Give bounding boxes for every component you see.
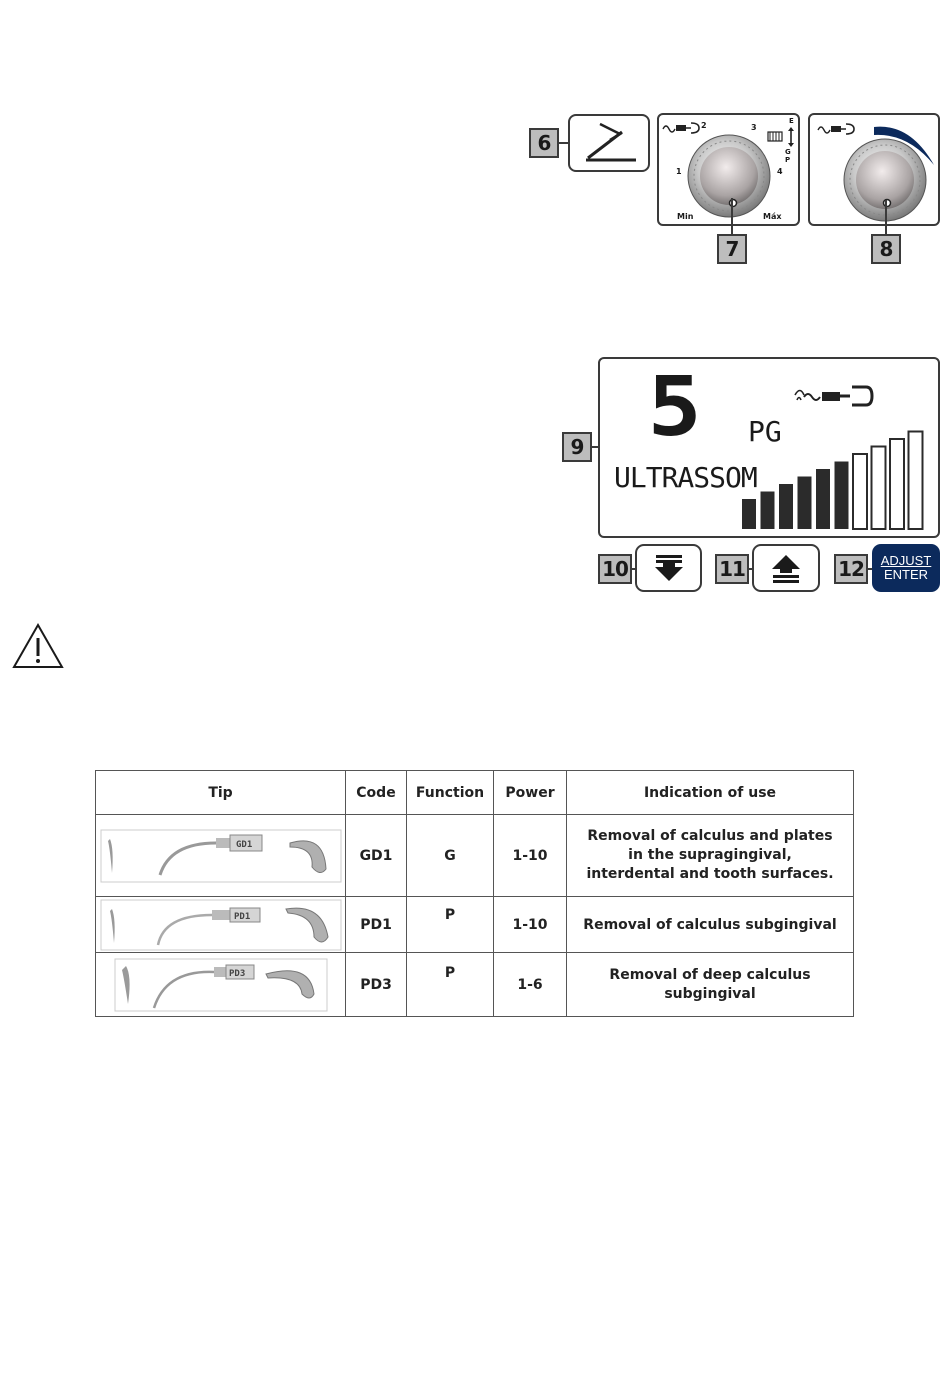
- indication-cell: Removal of calculus and plates in the supragingival, interdental and tooth surfaces.: [567, 815, 854, 897]
- callout-11: 11: [715, 554, 749, 584]
- callout-leader: [731, 198, 733, 234]
- column-header-function: Function: [407, 771, 494, 815]
- code-cell: PD1: [346, 897, 407, 953]
- callout-6: 6: [529, 128, 559, 158]
- tip-pd3-image: [114, 958, 328, 1012]
- function-cell: P: [407, 953, 494, 1017]
- power-cell: 1-10: [494, 815, 567, 897]
- up-button[interactable]: [752, 544, 820, 592]
- column-header-power: Power: [494, 771, 567, 815]
- tip-image-cell: [96, 815, 346, 897]
- ultrasonic-handpiece-icon: [794, 381, 876, 411]
- tip-image-cell: [96, 953, 346, 1017]
- callout-12: 12: [834, 554, 868, 584]
- arrow-down-icon: [652, 553, 686, 583]
- dial-mark-4: 4: [777, 167, 783, 176]
- tips-table: [95, 770, 854, 1017]
- svg-text:GD1: GD1: [235, 839, 252, 850]
- level-bar-empty: [872, 447, 886, 530]
- level-bar-empty: [853, 454, 867, 529]
- dial-mark-2: 2: [701, 121, 707, 130]
- callout-7: 7: [717, 234, 747, 264]
- code-cell: PD3: [346, 953, 407, 1017]
- level-bar-filled: [742, 499, 756, 529]
- svg-text:PD1: PD1: [233, 911, 250, 922]
- down-button[interactable]: [635, 544, 702, 592]
- arrow-up-icon: [769, 553, 803, 583]
- level-bar-filled: [816, 469, 830, 529]
- level-bar-empty: [909, 432, 923, 530]
- foot-pedal-icon: [570, 116, 648, 170]
- mode-e-label: E: [789, 117, 794, 125]
- foot-pedal-panel: [568, 114, 650, 172]
- dial-max-label: Máx: [763, 212, 782, 221]
- power-cell: 1-6: [494, 953, 567, 1017]
- irrigation-dial-panel: [808, 113, 940, 226]
- power-cell: 1-10: [494, 897, 567, 953]
- table-row: [96, 897, 854, 953]
- level-bar-filled: [798, 477, 812, 530]
- power-dial-panel: [657, 113, 800, 226]
- level-bar-filled: [761, 492, 775, 530]
- level-bar-filled: [779, 484, 793, 529]
- lcd-mode-label: ULTRASSOM: [614, 461, 757, 494]
- code-cell: GD1: [346, 815, 407, 897]
- callout-9: 9: [562, 432, 592, 462]
- indication-cell: Removal of deep calculus subgingival: [567, 953, 854, 1017]
- level-bar-empty: [890, 439, 904, 529]
- svg-text:PD3: PD3: [228, 968, 245, 979]
- table-row: [96, 815, 854, 897]
- lcd-mode: PG: [748, 415, 782, 448]
- dial-mark-1: 1: [676, 167, 682, 176]
- up-down-arrow-icon: [787, 126, 795, 148]
- table-header-row: [96, 771, 854, 815]
- function-cell: P: [407, 897, 494, 953]
- lcd-display: [598, 357, 940, 538]
- enter-label: ENTER: [883, 567, 929, 582]
- tip-image-cell: [96, 897, 346, 953]
- tip-gd1-image: [100, 829, 342, 883]
- callout-8: 8: [871, 234, 901, 264]
- column-header-code: Code: [346, 771, 407, 815]
- power-knob[interactable]: [686, 133, 772, 219]
- lcd-power-value: 5: [647, 360, 702, 455]
- dial-min-label: Min: [677, 212, 694, 221]
- callout-leader: [885, 200, 887, 234]
- indication-cell: Removal of calculus subgingival: [567, 897, 854, 953]
- callout-10: 10: [598, 554, 632, 584]
- table-row: [96, 953, 854, 1017]
- warning-icon: [11, 622, 65, 670]
- adjust-enter-button[interactable]: [872, 544, 940, 592]
- function-cell: G: [407, 815, 494, 897]
- power-level-bars: [740, 425, 930, 531]
- ultrasonic-handpiece-icon: [816, 119, 856, 139]
- column-header-indication: Indication of use: [567, 771, 854, 815]
- adjust-label: ADJUST: [880, 553, 932, 568]
- tip-pd1-image: [100, 899, 342, 951]
- mode-gp-label: G P: [785, 148, 791, 164]
- column-header-tip: Tip: [96, 771, 346, 815]
- level-bar-filled: [835, 462, 849, 530]
- dial-mark-3: 3: [751, 123, 757, 132]
